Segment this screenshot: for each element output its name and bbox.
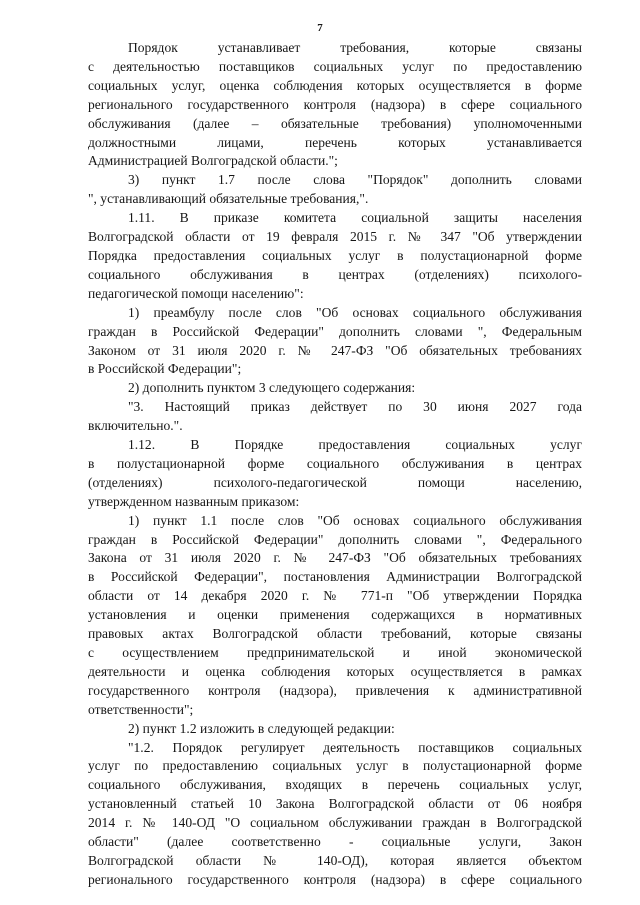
text-line: регионального государственного контроля (надзора) в сфере социального bbox=[88, 96, 582, 112]
text-line: с деятельностью поставщиков социальных услуг по предоставлению bbox=[88, 58, 582, 74]
text-line: Администрацией Волгоградской области."; bbox=[88, 153, 338, 169]
text-line: в Российской Федерации", постановления Администрации Волгоградской bbox=[88, 569, 582, 585]
text-line: Порядка предоставления социальных услуг в полустационарной форме bbox=[88, 247, 582, 263]
text-line: социального обслуживания в центрах (отделениях) психолого- bbox=[88, 266, 582, 282]
text-line: правовых актах Волгоградской области требований, которые связаны bbox=[88, 626, 582, 642]
text-line: области" (далее соответственно - социальные услуги, Закон bbox=[88, 834, 582, 850]
text-line: в полустационарной форме социального обслуживания в центрах bbox=[88, 455, 582, 471]
text-line: включительно.". bbox=[88, 418, 183, 434]
text-line: 1) пункт 1.1 после слов "Об основах социального обслуживания bbox=[128, 512, 582, 528]
text-line: 1.12. В Порядке предоставления социальных услуг bbox=[128, 437, 582, 453]
text-line: Порядок устанавливает требования, которые связаны bbox=[128, 40, 582, 55]
text-line: деятельности и оценка соблюдения которых осуществляется в рамках bbox=[88, 663, 582, 679]
text-line: с осуществлением предпринимательской и иной экономической bbox=[88, 645, 582, 660]
text-line: должностными лицами, перечень которых устанавливается bbox=[88, 134, 582, 150]
text-line: 2) пункт 1.2 изложить в следующей редакции: bbox=[128, 720, 395, 736]
text-line: Закона от 31 июля 2020 г. № 247-ФЗ "Об обязательных требованиях bbox=[88, 550, 582, 566]
text-line: ответственности"; bbox=[88, 701, 194, 717]
text-line: установления и оценки применения содержащихся в нормативных bbox=[88, 607, 582, 623]
text-line: обслуживания (далее – обязательные требования) уполномоченными bbox=[88, 115, 582, 131]
text-line: социальных услуг, оценка соблюдения которых осуществляется в форме bbox=[88, 77, 582, 93]
text-line: 1.11. В приказе комитета социальной защиты населения bbox=[128, 210, 582, 226]
text-line: "1.2. Порядок регулирует деятельность поставщиков социальных bbox=[128, 739, 582, 755]
text-line: 3) пункт 1.7 после слова "Порядок" дополнить словами bbox=[128, 172, 582, 188]
text-line: 2) дополнить пунктом 3 следующего содержания: bbox=[128, 380, 416, 396]
text-line: области от 14 декабря 2020 г. № 771-п "Об утверждении Порядка bbox=[88, 588, 582, 604]
text-line: социального обслуживания, входящих в перечень социальных услуг, bbox=[88, 777, 582, 793]
page-number: 7 bbox=[317, 22, 323, 34]
text-line: граждан в Российской Федерации" дополнить словами ", Федеральным bbox=[88, 323, 582, 339]
text-line: Законом от 31 июля 2020 г. № 247-ФЗ "Об обязательных требованиях bbox=[88, 342, 582, 358]
text-line: государственного контроля (надзора), привлечения к административной bbox=[88, 682, 582, 698]
text-line: "3. Настоящий приказ действует по 30 июня 2027 года bbox=[128, 399, 582, 415]
text-line: утвержденном названным приказом: bbox=[88, 493, 300, 509]
document-body bbox=[88, 39, 582, 890]
text-line: 2014 г. № 140-ОД "О социальном обслуживании граждан в Волгоградской bbox=[88, 815, 582, 831]
text-line: регионального государственного контроля (надзора) в сфере социального bbox=[88, 871, 582, 887]
text-line: Волгоградской области от 19 февраля 2015 г. № 347 "Об утверждении bbox=[88, 229, 582, 245]
text-line: Волгоградской области № 140-ОД), которая является объектом bbox=[88, 852, 582, 868]
text-line: в Российской Федерации"; bbox=[88, 361, 242, 377]
text-line: (отделениях) психолого-педагогической помощи населению, bbox=[88, 474, 582, 490]
text-line: ", устанавливающий обязательные требования,". bbox=[88, 191, 369, 207]
text-line: 1) преамбулу после слов "Об основах социального обслуживания bbox=[128, 304, 582, 320]
text-line: граждан в Российской Федерации" дополнить словами ", Федерального bbox=[88, 531, 582, 547]
text-line: установленный статьей 10 Закона Волгоградской области от 06 ноября bbox=[88, 796, 582, 812]
text-line: услуг по предоставлению социальных услуг в полустационарной форме bbox=[88, 758, 582, 774]
text-line: педагогической помощи населению": bbox=[88, 285, 304, 301]
